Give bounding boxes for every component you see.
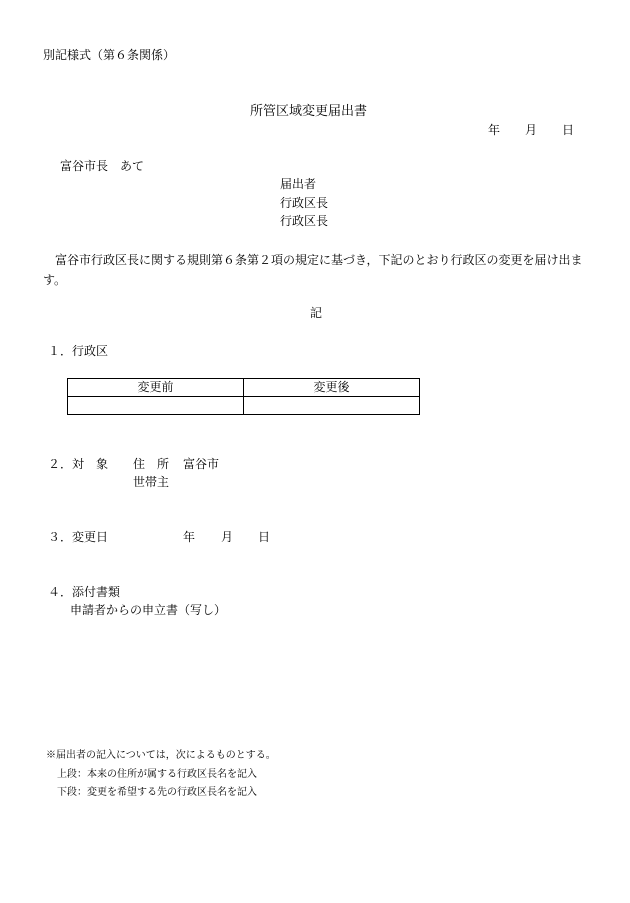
date-day: 日: [562, 123, 575, 137]
date-month: 月: [525, 123, 538, 137]
address-value: 富谷市: [183, 457, 220, 471]
addressee: 富谷市長 あて: [60, 159, 145, 173]
document-title: 所管区域変更届出書: [250, 104, 368, 119]
notifier-line-2: 行政区長: [280, 214, 329, 228]
address-label: 住 所: [133, 457, 170, 471]
change-date-year: 年: [183, 530, 196, 544]
table-row: [68, 397, 420, 415]
form-label: 別記様式（第６条関係）: [43, 48, 176, 62]
note-line-1: ※届出者の記入については，次によるものとする。: [46, 750, 276, 761]
ki-mark: 記: [310, 306, 323, 320]
note-line-2: 上段：本来の住所が属する行政区長名を記入: [57, 769, 257, 780]
change-table: [67, 378, 420, 415]
table-cell-after[interactable]: [244, 397, 420, 415]
section2-heading: ２．対 象: [48, 457, 109, 471]
notifier-label: 届出者: [280, 177, 317, 191]
table-header-after: 変更後: [244, 379, 420, 397]
table-header-before: 変更前: [68, 379, 244, 397]
notifier-line-1: 行政区長: [280, 196, 329, 210]
attachment-item: 申請者からの申立書（写し）: [70, 603, 227, 617]
section3-heading: ３．変更日: [48, 530, 109, 544]
change-date-month: 月: [221, 530, 234, 544]
table-cell-before[interactable]: [68, 397, 244, 415]
date-year: 年: [488, 123, 501, 137]
note-line-3: 下段：変更を希望する先の行政区長名を記入: [57, 787, 257, 798]
section1-heading: １．行政区: [48, 344, 109, 358]
change-date-day: 日: [258, 530, 271, 544]
section4-heading: ４．添付書類: [48, 585, 121, 599]
body-text: 富谷市行政区長に関する規則第６条第２項の規定に基づき，下記のとおり行政区の変更を届け出ます。: [43, 253, 583, 287]
table-header-row: [68, 379, 420, 397]
householder-label: 世帯主: [133, 475, 170, 489]
